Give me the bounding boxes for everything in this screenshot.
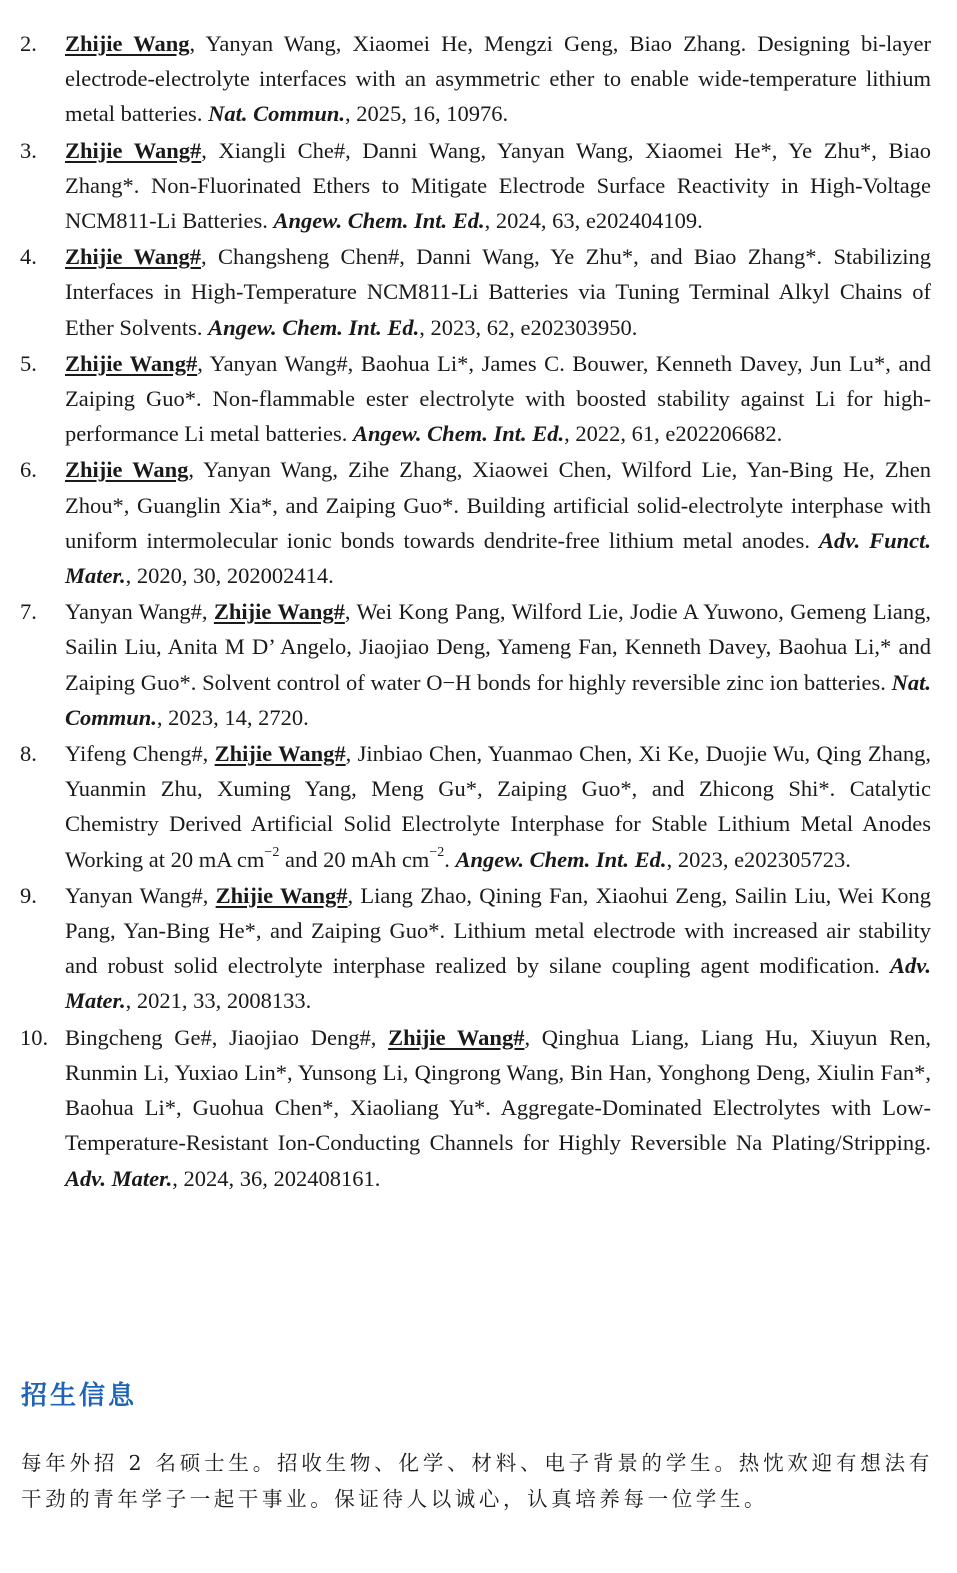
superscript-exponent: −2 [264,845,280,861]
superscript-exponent: −2 [429,845,445,861]
recruitment-text: 每年外招 2 名硕士生。招收生物、化学、材料、电子背景的学生。热忱欢迎有想法有干劲的青年学子一起干事业。保证待人以诚心，认真培养每一位学生。 [21,1451,933,1511]
section-heading-recruitment: 招生信息 [21,1381,138,1411]
publication-text: , Qinghua Liang, Liang Hu, Xiuyun Ren, Runmin Li, Yuxiao Lin*, Yunsong Li, Qingrong Wang, Bin Han, Yonghong Deng, Xiulin Fan*, Baohua Li*, Guohua Chen*, Xiaoliang Yu*. Aggregate-Dominated Electrolytes with Low-Temperature-Resistant Ion-Conducting Channels for Highly Reversible Na Plating/Stripping. [65,1024,932,1156]
publication-text: , Yanyan Wang#, Baohua Li*, James C. Bouwer, Kenneth Davey, Jun Lu*, and Zaiping Guo*. Non-flammable ester electrolyte with boosted stability against Li for high-performance Li metal batteries. [65,350,931,447]
publication-citation: , 2022, 61, e202206682. [564,421,783,447]
publication-authors-before: Yanyan Wang#, [65,882,216,908]
publication-text: , Yanyan Wang, Zihe Zhang, Xiaowei Chen, Wilford Lie, Yan-Bing He, Zhen Zhou*, Guanglin Xia*, and Zaiping Guo*. Building artificial solid-electrolyte interphase with uniform intermolecular ionic bonds towards dendrite-free lithium metal anodes. [65,457,931,553]
author-name-highlight: Zhijie Wang [65,457,189,483]
publication-citation: , 2025, 16, 10976. [345,101,509,127]
author-name-highlight: Zhijie Wang# [388,1024,525,1050]
journal-name: Adv. Mater. [65,1165,173,1191]
publication-item [0,133,957,239]
publication-text: , Liang Zhao, Qining Fan, Xiaohui Zeng, Sailin Liu, Wei Kong Pang, Yan-Bing He*, and Zaiping Guo*. Lithium metal electrode with increased air stability and robust solid electrolyte interphase realized by silane coupling agent modification. [65,882,931,979]
publication-number: 6. [20,457,37,483]
publication-text: , Yanyan Wang, Xiaomei He, Mengzi Geng, Biao Zhang. Designing bi-layer electrode-electrolyte interfaces with an asymmetric ether to enable wide-temperature lithium metal batteries. [65,31,931,127]
author-name-highlight: Zhijie Wang# [214,741,346,767]
publication-citation: , 2020, 30, 202002414. [125,563,334,589]
publication-item [0,878,957,1019]
author-name-highlight: Zhijie Wang# [213,599,345,625]
publication-text: , Wei Kong Pang, Wilford Lie, Jodie A Yuwono, Gemeng Liang, Sailin Liu, Anita M D’ Angelo, Jiaojiao Deng, Yameng Fan, Kenneth Davey, Baohua Li,* and Zaiping Guo*. Solvent control of water O−H bonds for highly reversible zinc ion batteries. [65,599,931,695]
publication-item [0,26,957,132]
publication-text-continued: and 20 mAh cm [279,846,430,872]
publication-number: 7. [20,599,37,625]
journal-name: Angew. Chem. Int. Ed. [273,208,485,234]
author-name-highlight: Zhijie Wang# [65,350,198,376]
publication-number: 5. [20,350,37,376]
publication-item [0,346,957,452]
publication-item [0,594,957,735]
journal-name: Nat. Commun. [208,101,345,127]
author-name-highlight: Zhijie Wang# [65,244,201,270]
publication-text: , Jinbiao Chen, Yuanmao Chen, Xi Ke, Duojie Wu, Qing Zhang, Yuanmin Zhu, Xuming Yang, Meng Gu*, Zaiping Guo*, and Zhicong Shi*. Catalytic Chemistry Derived Artificial Solid Electrolyte Interphase for Stable Lithium Metal Anodes Working at 20 mA cm [65,741,932,872]
author-name-highlight: Zhijie Wang# [215,882,348,908]
publication-citation: , 2023, e202305723. [666,846,851,872]
journal-name: Adv. Mater. [65,953,931,1014]
journal-name: Angew. Chem. Int. Ed. [455,846,667,872]
publication-list [0,26,957,1197]
publication-authors-before: Yanyan Wang#, [65,599,214,625]
publication-citation: , 2024, 36, 202408161. [172,1165,381,1191]
publication-number: 4. [20,244,37,270]
author-name-highlight: Zhijie Wang [65,31,190,56]
journal-name: Angew. Chem. Int. Ed. [353,421,565,447]
publication-text: , Changsheng Chen#, Danni Wang, Ye Zhu*, and Biao Zhang*. Stabilizing Interfaces in High-Temperature NCM811-Li Batteries via Tuning Terminal Alkyl Chains of Ether Solvents. [65,244,931,340]
publication-item [0,1020,957,1196]
publication-item [0,736,957,877]
publication-item [0,239,957,345]
publication-citation: , 2024, 63, e202404109. [484,208,703,234]
publication-number: 3. [20,137,37,163]
journal-name: Adv. Funct. Mater. [65,527,931,589]
publication-item [0,452,957,593]
publication-citation: , 2023, 14, 2720. [156,704,309,730]
publication-authors-before: Bingcheng Ge#, Jiaojiao Deng#, [65,1024,389,1050]
publication-authors-before: Yifeng Cheng#, [65,741,215,767]
publication-number: 9. [20,882,37,908]
publication-text-end: . [444,846,456,872]
journal-name: Nat. Commun. [65,669,931,730]
publication-citation: , 2021, 33, 2008133. [125,988,312,1014]
publication-text: , Xiangli Che#, Danni Wang, Yanyan Wang, Xiaomei He*, Ye Zhu*, Biao Zhang*. Non-Fluorinated Ethers to Mitigate Electrode Surface Reactivity in High-Voltage NCM811-Li Batteries. [65,137,932,234]
publication-number: 8. [20,741,37,767]
publication-number: 10. [20,1024,49,1050]
publication-citation: , 2023, 62, e202303950. [419,314,638,340]
publication-number: 2. [20,31,37,56]
journal-name: Angew. Chem. Int. Ed. [208,314,420,340]
author-name-highlight: Zhijie Wang# [65,137,202,163]
